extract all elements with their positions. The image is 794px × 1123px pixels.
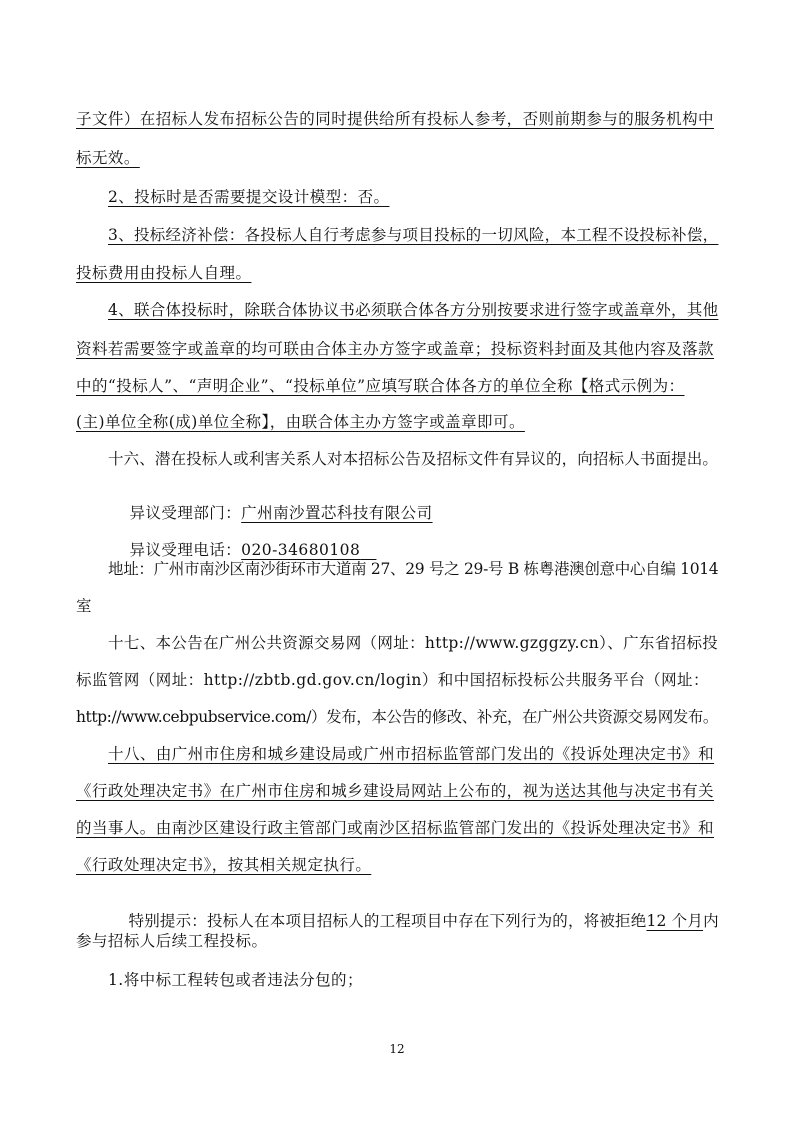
text-line: http://www.cebpubservice.com/）发布，本公告的修改、补充，在广州公共资源交易网发布。 <box>76 708 718 726</box>
text-line: 的当事人。由南沙区建设行政主管部门或南沙区招标监管部门发出的《投诉处理决定书》和 <box>76 819 715 837</box>
special-notice-tail: 内 <box>703 912 719 930</box>
text-line: 《行政处理决定书》在广州市住房和城乡建设局网站上公布的，视为送达其他与决定书有关 <box>76 782 715 800</box>
text-line: 地址：广州市南沙区南沙街环市大道南 27、29 号之 29-号 B 栋粤港澳创意中心自编 1014 <box>108 560 719 578</box>
objection-dept-label: 异议受理部门： <box>129 504 242 522</box>
objection-dept-value: 广州南沙置芯科技有限公司 <box>241 504 433 522</box>
text-line: 资料若需要签字或盖章的均可联由合体主办方签字或盖章；投标资料封面及其他内容及落款 <box>76 340 715 358</box>
text-line: 十八、由广州市住房和城乡建设局或广州市招标监管部门发出的《投诉处理决定书》和 <box>108 745 715 763</box>
text-line: 标监管网（网址：http://zbtb.gd.gov.cn/login）和中国招标投标公共服务平台（网址： <box>76 671 709 689</box>
text-line: 3、投标经济补偿：各投标人自行考虑参与项目投标的一切风险，本工程不设投标补偿， <box>108 226 719 244</box>
text-line: 投标费用由投标人自理。 <box>76 264 252 282</box>
text-line: 室 <box>76 597 92 615</box>
text-line: 《行政处理决定书》，按其相关规定执行。 <box>76 856 372 874</box>
text-line: 子文件）在招标人发布招标公告的同时提供给所有投标人参考，否则前期参与的服务机构中 <box>76 110 715 128</box>
text-line: (主)单位全称(成)单位全称】，由联合体主办方签字或盖章即可。 <box>76 413 525 431</box>
text-line: 参与招标人后续工程投标。 <box>76 932 268 950</box>
text-line: 2、投标时是否需要提交设计模型：否。 <box>108 188 390 206</box>
objection-phone-value: 020-34680108 <box>241 541 361 559</box>
text-line: 标无效。 <box>76 149 140 167</box>
text-line: 十六、潜在投标人或利害关系人对本招标公告及招标文件有异议的，向招标人书面提出。 <box>108 450 719 468</box>
text-line: 十七、本公告在广州公共资源交易网（网址：http://www.gzggzy.cn）、广东省招标投 <box>108 634 719 652</box>
ban-duration: 12 个月 <box>646 912 704 930</box>
underline-filler <box>360 541 376 559</box>
text-line: 1.将中标工程转包或者违法分包的； <box>108 971 363 989</box>
page-number: 12 <box>389 1042 405 1056</box>
text-line: 中的“投标人”、“声明企业”、“投标单位”应填写联合体各方的单位全称【格式示例为： <box>76 377 685 395</box>
special-notice-text: 特别提示：投标人在本项目招标人的工程项目中存在下列行为的，将被拒绝 <box>128 912 647 930</box>
text-line: 4、联合体投标时，除联合体协议书必须联合体各方分别按要求进行签字或盖章外，其他 <box>108 301 719 319</box>
objection-phone-label: 异议受理电话： <box>129 541 242 559</box>
